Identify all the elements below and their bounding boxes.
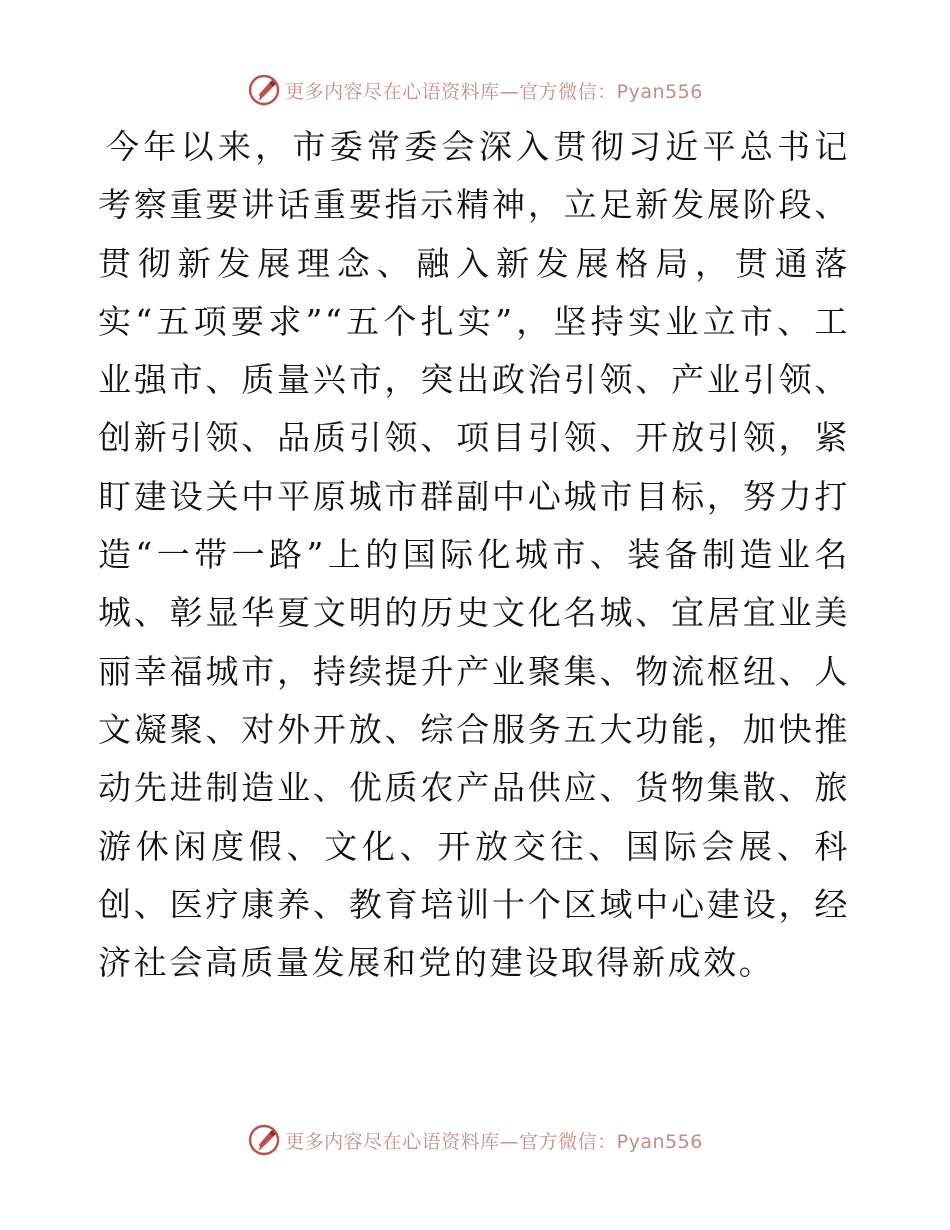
footer-watermark — [0, 1122, 950, 1158]
watermark-text: 更多内容尽在心语资料库—官方微信：Pyan556 — [285, 1130, 703, 1153]
fountain-pen-seal-icon — [247, 1123, 281, 1157]
body-paragraph: 今年以来，市委常委会深入贯彻习近平总书记考察重要讲话重要指示精神，立足新发展阶段、贯彻新发展理念、融入新发展格局，贯通落实“五项要求”“五个扎实”，坚持实业立市、工业强市、质量兴市，突出政治引领、产业引领、创新引领、品质引领、项目引领、开放引领，紧盯建设关中平原城市群副中心城市目标，努力打造“一带一路”上的国际化城市、装备制造业名城、彰显华夏文明的历史文化名城、宜居宜业美丽幸福城市，持续提升产业聚集、物流枢纽、人文凝聚、对外开放、综合服务五大功能，加快推动先进制造业、优质农产品供应、货物集散、旅游休闲度假、文化、开放交往、国际会展、科创、医疗康养、教育培训十个区域中心建设，经济社会高质量发展和党的建设取得新成效。 — [98, 127, 850, 983]
header-watermark — [0, 72, 950, 108]
fountain-pen-seal-icon — [247, 73, 281, 107]
watermark-text: 更多内容尽在心语资料库—官方微信：Pyan556 — [285, 80, 703, 103]
